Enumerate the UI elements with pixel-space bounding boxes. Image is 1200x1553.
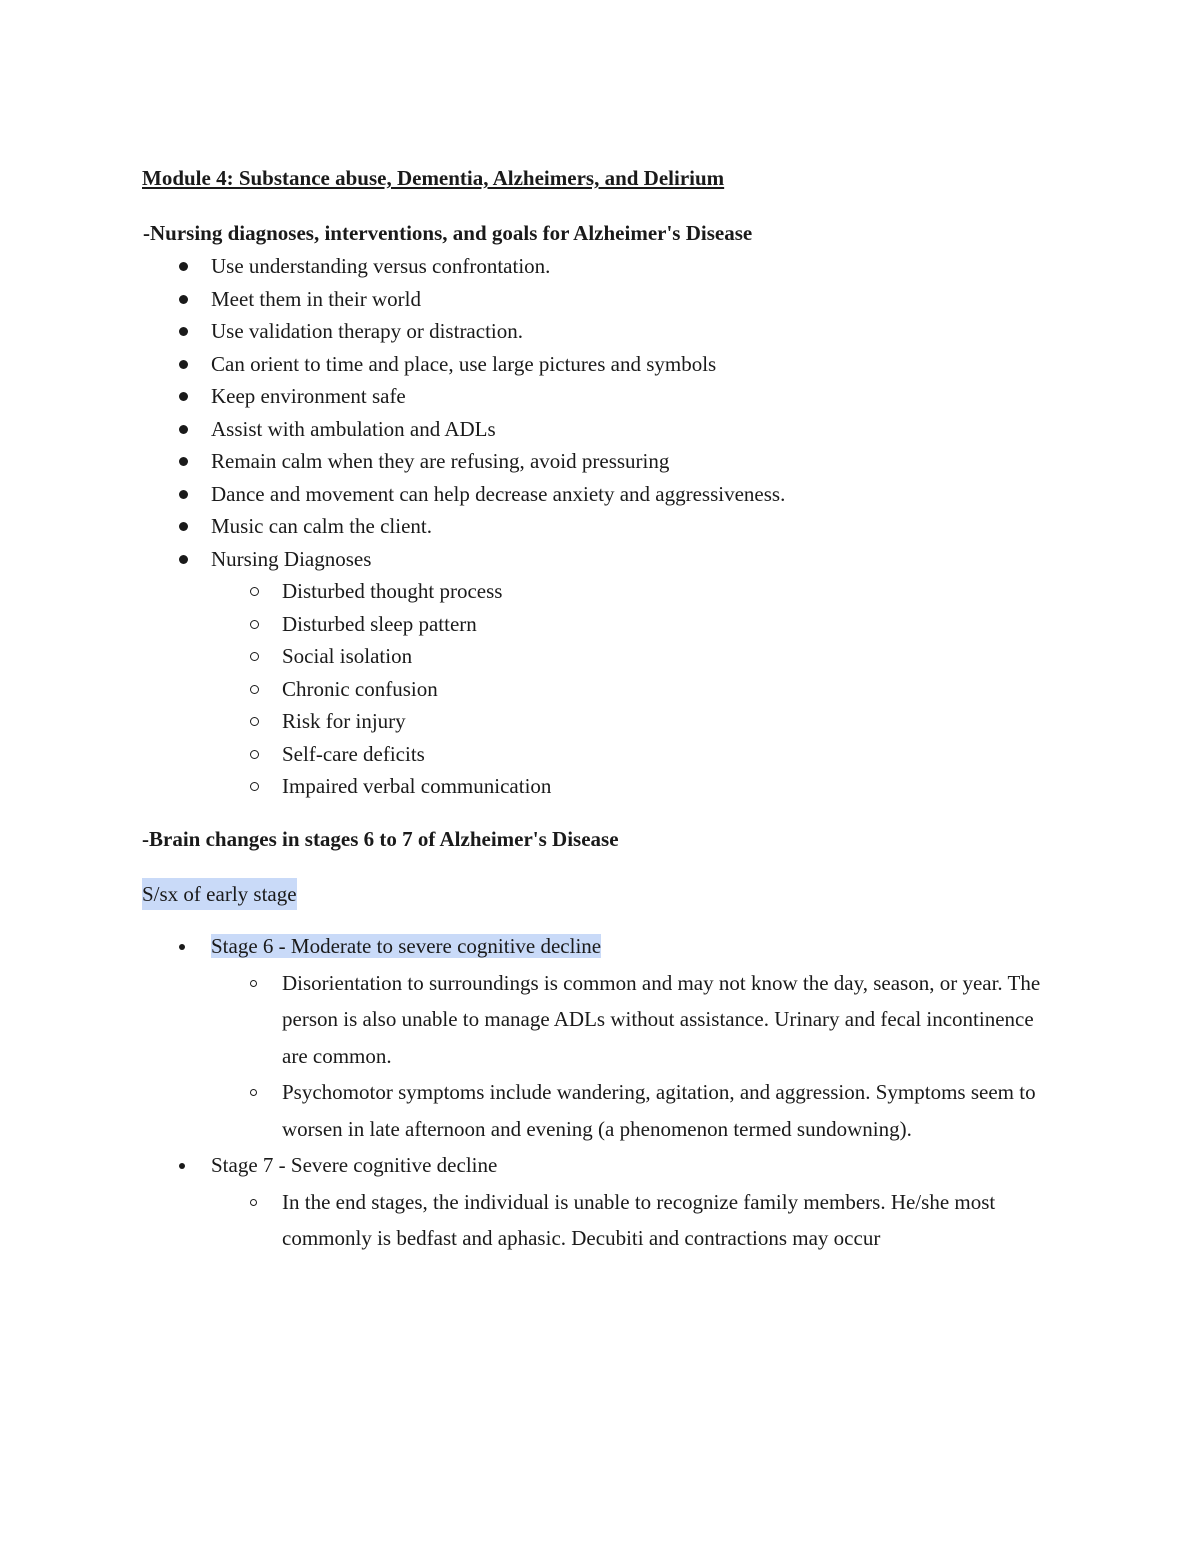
diagnosis-item: Disturbed sleep pattern <box>0 608 1200 641</box>
bullet-circle-icon <box>250 1199 257 1206</box>
early-stage-subheading: S/sx of early stage <box>142 878 297 910</box>
bullet-disc-icon <box>179 327 188 336</box>
stage-7-label: Stage 7 - Severe cognitive decline <box>211 1153 498 1177</box>
stage-6-item <box>0 928 1200 965</box>
bullet-disc-icon <box>179 360 188 369</box>
bullet-circle-icon <box>250 587 259 596</box>
bullet-disc-icon <box>179 555 188 564</box>
diagnosis-item: Risk for injury <box>0 705 1200 738</box>
list-item-nursing-diagnoses: Nursing Diagnoses <box>0 543 1200 576</box>
list-item: Assist with ambulation and ADLs <box>0 413 1200 446</box>
interventions-list <box>0 250 1200 803</box>
list-item: Meet them in their world <box>0 283 1200 316</box>
section-heading-nursing: -Nursing diagnoses, interventions, and goals for Alzheimer's Disease <box>143 221 753 245</box>
bullet-circle-icon <box>250 782 259 791</box>
bullet-disc-icon <box>179 457 188 466</box>
diagnosis-item: Chronic confusion <box>0 673 1200 706</box>
stage-6-point: Disorientation to surroundings is common and may not know the day, season, or year. The person is also unable to manage ADLs without assistance. Urinary and fecal incontinence are common. <box>0 965 1062 1075</box>
bullet-circle-icon <box>250 620 259 629</box>
bullet-circle-icon <box>250 980 257 987</box>
bullet-disc-icon <box>179 392 188 401</box>
stage-7-item <box>0 1147 1200 1184</box>
bullet-disc-icon <box>179 522 188 531</box>
list-item: Remain calm when they are refusing, avoid pressuring <box>0 445 1200 478</box>
bullet-circle-icon <box>250 750 259 759</box>
bullet-circle-icon <box>250 1089 257 1096</box>
diagnosis-item: Disturbed thought process <box>0 575 1200 608</box>
bullet-circle-icon <box>250 685 259 694</box>
bullet-disc-icon <box>179 425 188 434</box>
bullet-disc-icon <box>179 944 185 950</box>
bullet-circle-icon <box>250 652 259 661</box>
list-item: Use understanding versus confrontation. <box>0 250 1200 283</box>
stages-list <box>0 928 1200 1257</box>
document-title: Module 4: Substance abuse, Dementia, Alzheimers, and Delirium <box>142 166 725 190</box>
bullet-disc-icon <box>179 1163 185 1169</box>
stage-6-label: Stage 6 - Moderate to severe cognitive decline <box>211 934 602 958</box>
bullet-disc-icon <box>179 490 188 499</box>
list-item: Dance and movement can help decrease anxiety and aggressiveness. <box>0 478 1200 511</box>
bullet-circle-icon <box>250 717 259 726</box>
list-item: Music can calm the client. <box>0 510 1200 543</box>
section-heading-brain-changes: -Brain changes in stages 6 to 7 of Alzheimer's Disease <box>142 827 619 851</box>
diagnosis-item: Impaired verbal communication <box>0 770 1200 803</box>
bullet-disc-icon <box>179 295 188 304</box>
stage-6-point: Psychomotor symptoms include wandering, agitation, and aggression. Symptoms seem to worsen in late afternoon and evening (a phenomenon termed sundowning). <box>0 1074 1062 1147</box>
list-item: Can orient to time and place, use large pictures and symbols <box>0 348 1200 381</box>
list-item: Use validation therapy or distraction. <box>0 315 1200 348</box>
diagnosis-item: Social isolation <box>0 640 1200 673</box>
list-item: Keep environment safe <box>0 380 1200 413</box>
stage-7-point: In the end stages, the individual is unable to recognize family members. He/she most commonly is bedfast and aphasic. Decubiti and contractions may occur <box>0 1184 1062 1257</box>
bullet-disc-icon <box>179 262 188 271</box>
diagnosis-item: Self-care deficits <box>0 738 1200 771</box>
